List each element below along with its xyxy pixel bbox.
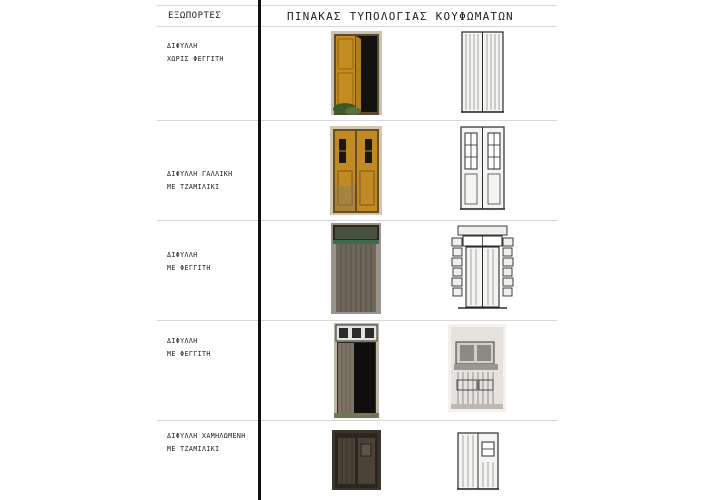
door-photo: [330, 126, 382, 215]
row-label: [167, 249, 211, 275]
door-sketch: [460, 126, 505, 210]
header-rule: [157, 26, 557, 27]
door-sketch: [457, 432, 499, 490]
row-divider: [157, 320, 557, 321]
door-photo: [331, 223, 381, 314]
row-divider: [157, 120, 557, 121]
column-divider: [258, 0, 261, 500]
table-top-rule: [157, 5, 557, 6]
row-label-line1: ΔΙΦΥΛΛΗ ΓΑΛΛΙΚΗ: [167, 170, 233, 178]
row-divider: [157, 420, 557, 421]
row-label: [167, 335, 211, 361]
door-photo: [332, 430, 381, 490]
row-label-line1: ΔΙΦΥΛΛΗ: [167, 251, 198, 259]
column-header-doors: ΕΞΩΠΟΡΤΕΣ: [168, 11, 222, 21]
row-label-line1: ΔΙΦΥΛΛΗ: [167, 42, 198, 50]
door-photo: [331, 31, 382, 115]
door-sketch: [448, 324, 506, 412]
door-sketch: [461, 31, 504, 113]
row-label-line2: ΜΕ ΦΕΓΓΙΤΗ: [167, 264, 211, 272]
row-label-line2: ΜΕ ΦΕΓΓΙΤΗ: [167, 350, 211, 358]
row-divider: [157, 220, 557, 221]
table-title: ΠΙΝΑΚΑΣ ΤΥΠΟΛΟΓΙΑΣ ΚΟΥΦΩΜΑΤΩΝ: [287, 10, 514, 23]
row-label: [167, 168, 233, 194]
row-label-line1: ΔΙΦΥΛΛΗ: [167, 337, 198, 345]
row-label-line1: ΔΙΦΥΛΛΗ ΧΑΜΗΛΩΜΕΝΗ: [167, 432, 246, 440]
row-label-line2: ΜΕ ΤΖΑΜΙΛΙΚΙ: [167, 183, 220, 191]
door-photo: [334, 323, 379, 418]
door-sketch: [450, 224, 515, 312]
row-label: [167, 430, 246, 456]
row-label-line2: ΜΕ ΤΖΑΜΙΛΙΚΙ: [167, 445, 220, 453]
row-label-line2: ΧΩΡΙΣ ΦΕΓΓΙΤΗ: [167, 55, 224, 63]
row-label: [167, 40, 224, 66]
